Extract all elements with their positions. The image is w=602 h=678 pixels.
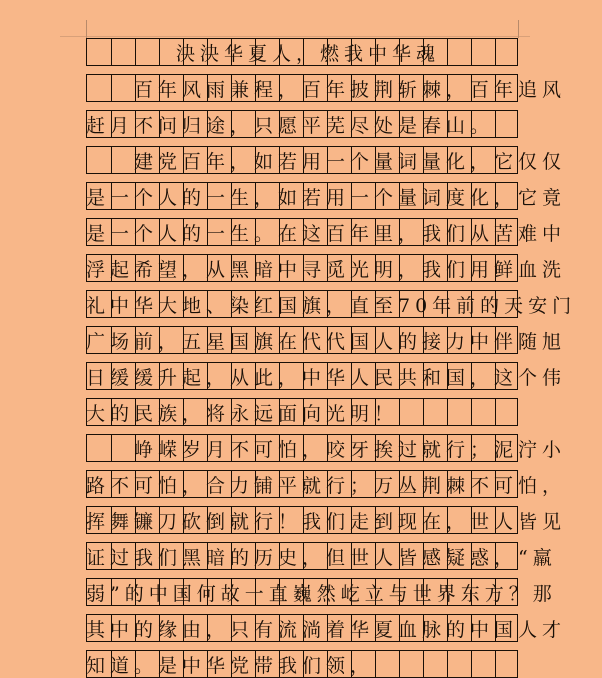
body-line: 百年风雨兼程，百年披荆斩棘，百年追风: [134, 78, 567, 101]
body-line: 其中的缘由，只有流淌着华夏血脉的中国人才: [86, 618, 567, 641]
body-line: 礼中华大地、染红国旗，直至70年前的天安门: [86, 294, 577, 317]
title-text: 泱泱华夏人，燃我中华魂: [176, 42, 441, 65]
body-line: 广场前，五星国旗在代代国人的接力中伴随旭: [86, 330, 567, 353]
body-line: 赶月不问归途，只愿平芜尽处是春山。: [86, 114, 495, 137]
body-line: 日缓缓升起，从此，中华人民共和国，这个伟: [86, 366, 567, 389]
body-line: 路不可怕，合力铺平就行；万丛荆棘不可怕，: [86, 474, 567, 497]
body-line: 建党百年，如若用一个量词量化，它仅仅: [134, 150, 567, 173]
body-line: 是一个人的一生。在这百年里，我们从苦难中: [86, 222, 567, 245]
body-line: 知道。是中华党带我们领，: [86, 654, 375, 677]
body-line: 大的民族，将永远面向光明！: [86, 402, 399, 425]
body-line: 浮起希望，从黑暗中寻觅光明，我们用鲜血洗: [86, 258, 567, 281]
essay-title: [86, 38, 518, 66]
body-line: 是一个人的一生，如若用一个量词度化，它竟: [86, 186, 567, 209]
body-line: 弱”的中国何故一直巍然屹立与世界东方？那: [86, 582, 557, 605]
body-line: 挥舞镰刀砍倒就行！我们走到现在，世人皆见: [86, 510, 567, 533]
body-line: 证过我们黑暗的历史，但世人皆感疑惑，“羸: [86, 546, 557, 569]
body-line: 峥嵘岁月不可怕，咬牙挨过就行；泥泞小: [134, 438, 567, 461]
